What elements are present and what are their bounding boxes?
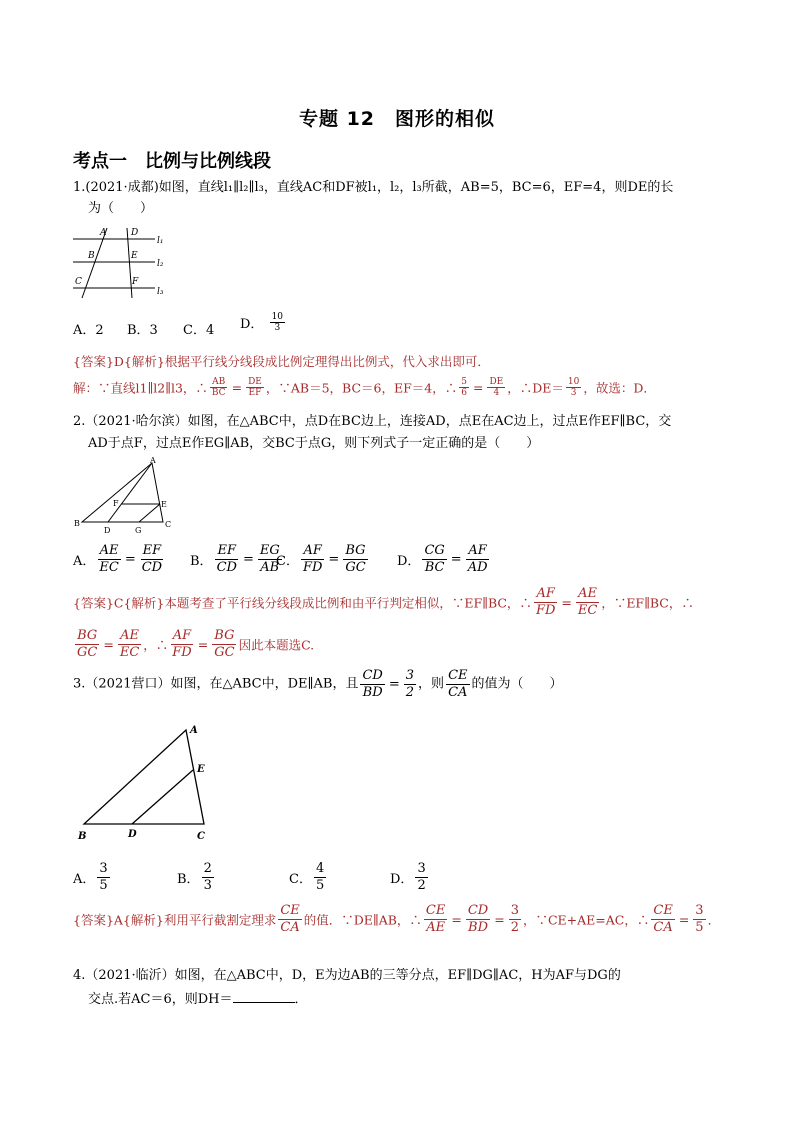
page-title: 专题 12 图形的相似 (298, 108, 496, 130)
q2-option-b: B． $\frac{EF}{CD}$ = $\frac{EG}{AB}$ (190, 543, 280, 575)
q2-fig-label: E (161, 500, 167, 509)
answer-blank[interactable] (233, 988, 295, 1003)
q1-fig-label: A (100, 228, 107, 238)
q2-option-a: A． $\frac{AE}{EC}$ = $\frac{EF}{CD}$ (73, 543, 163, 575)
q2-fig-label: D (104, 526, 111, 535)
q2-text-line1: 2.（2021·哈尔滨）如图，在△ABC中，点D在BC边上，连接AD，点E在AC边上，过点E作EF∥BC，交 (73, 414, 672, 429)
q1-option-c: C．4 (183, 323, 215, 338)
q1-fig-label: l₁ (157, 236, 164, 246)
q1-option-b: B．3 (127, 323, 158, 338)
q3-fig-label: A (190, 725, 198, 736)
triangle-abc (82, 463, 163, 522)
q2-fig-label: G (135, 526, 142, 535)
q2-fig-label: A (150, 456, 156, 465)
q1-option-a: A．2 (73, 323, 104, 338)
q3-option-b: B． $\frac{2}{3}$ (177, 861, 212, 893)
q1-fig-label: l₂ (157, 259, 164, 269)
q3-fig-label: D (128, 829, 137, 840)
q2-fig-label: C (165, 520, 172, 529)
q2-fig-label: B (74, 519, 80, 528)
q1-fig-label: l₃ (157, 287, 164, 297)
line-eg (139, 504, 160, 522)
q2-answer-line2: $\frac{BG}{GC}$ = $\frac{AE}{EC}$ ，∴ $\frac{AF}{FD}$ = $\frac{BG}{GC}$ 因此本题选C. (77, 628, 315, 660)
q1-answer: {答案}D{解析}根据平行线分线段成比例定理得出比例式，代入求出即可． (73, 354, 490, 369)
q1-fig-label: B (88, 251, 95, 261)
q1-option-d: D． $\frac{10}{3}$ (240, 312, 284, 333)
q3-option-a: A． $\frac{3}{5}$ (73, 861, 108, 893)
q1-solution: 解：∵直线l1∥l2∥l3，∴ $\frac{AB}{BC}$ = $\frac{DE}{EF}$ ，∵AB＝5，BC＝6，EF＝4，∴ $\frac{5}{6}$ = $\frac{DE}{4}$ ，∴DE＝ $\frac{10}{3}$ ，故选：D． (73, 377, 656, 398)
q1-fig-label: F (132, 277, 139, 287)
q3-fig-label: C (197, 831, 205, 842)
line-ad (108, 463, 152, 522)
section-heading: 考点一 比例与比例线段 (73, 151, 271, 172)
q3-option-c: C． $\frac{4}{5}$ (289, 861, 325, 893)
q2-option-d: D． $\frac{CG}{BC}$ = $\frac{AF}{AD}$ (397, 543, 488, 575)
q1-text-line2: 为（ ） (88, 201, 154, 216)
q3-text: 3.（2021营口）如图，在△ABC中，DE∥AB，且 $\frac{CD}{BD}$ = $\frac{3}{2}$ ，则 $\frac{CE}{CA}$ 的值为（ ） (73, 668, 563, 700)
q4-text-line1: 4.（2021·临沂）如图，在△ABC中，D，E为边AB的三等分点，EF∥DG∥AC，H为AF与DG的 (73, 968, 621, 983)
q2-text-line2: AD于点F，过点E作EG∥AB，交BC于点G，则下列式子一定正确的是（ ） (88, 436, 540, 451)
q3-fig-label: E (197, 764, 205, 775)
q3-answer: {答案}A{解析}利用平行截割定理求 $\frac{CE}{CA}$ 的值．∵DE∥AB，∴ $\frac{CE}{AE}$ = $\frac{CD}{BD}$ = $\frac{3}{2}$ ，∵CE+AE=AC，∴ $\frac{CE}{CA}$ = $\frac{3}{5}$ ． (73, 903, 721, 935)
line-de (132, 770, 193, 824)
q3-fig-label: B (78, 831, 87, 842)
q2-figure (70, 455, 180, 537)
q2-fig-label: F (113, 499, 119, 508)
q1-fig-label: D (131, 228, 139, 238)
q1-text-line1: 1.(2021·成都)如图，直线l₁∥l₂∥l₃，直线AC和DF被l₁，l₂，l₃所截，AB=5，BC=6，EF=4，则DE的长 (73, 180, 674, 195)
q3-figure (72, 718, 222, 846)
q1-fig-label: E (131, 251, 138, 261)
q1-figure (70, 222, 170, 300)
q4-text-line2: 交点.若AC＝6，则DH＝ ． (88, 988, 308, 1010)
q2-option-c: C． $\frac{AF}{FD}$ = $\frac{BG}{GC}$ (276, 543, 366, 575)
q2-answer-line1: {答案}C{解析}本题考查了平行线分线段成比例和由平行判定相似，∵EF∥BC，∴ $\frac{AF}{FD}$ = $\frac{AE}{EC}$ ，∵EF∥BC，∴ (73, 586, 694, 618)
q1-fig-label: C (75, 277, 82, 287)
q3-option-d: D． $\frac{3}{2}$ (390, 861, 426, 893)
